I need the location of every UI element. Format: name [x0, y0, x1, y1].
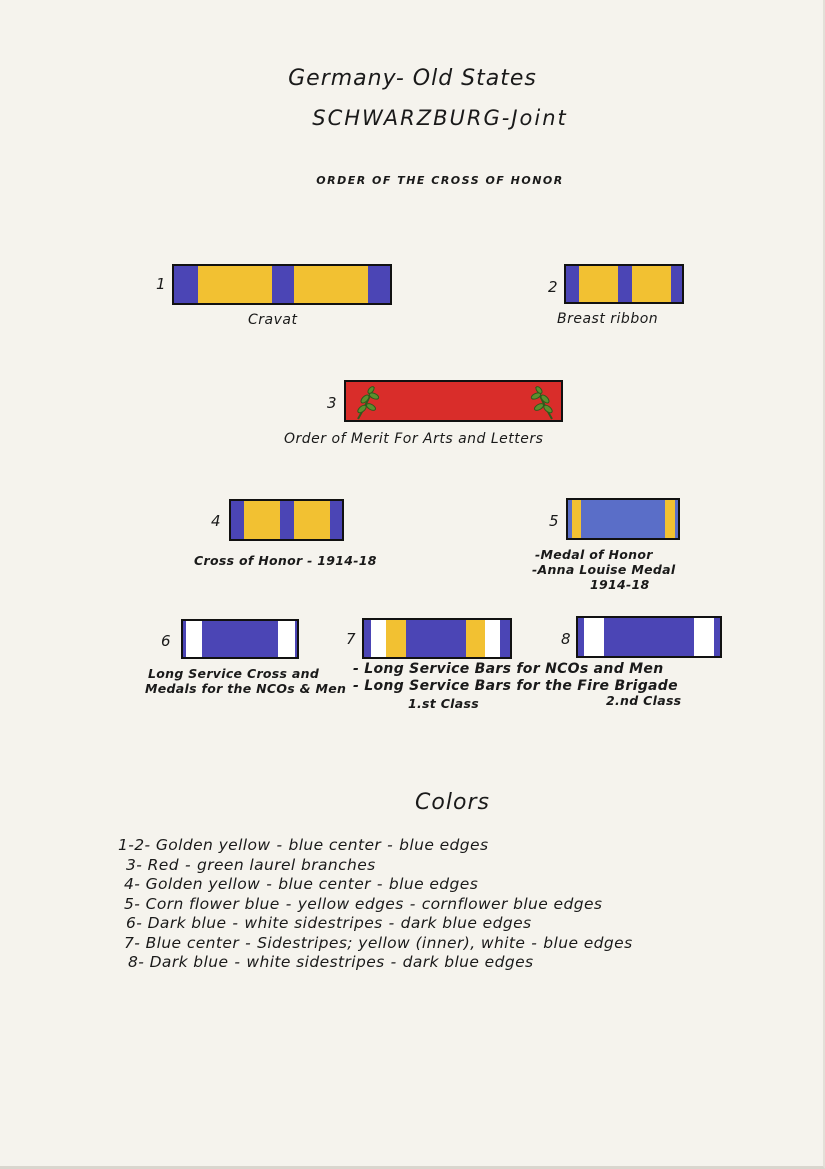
ribbon-7-caption-line1: - Long Service Bars for NCOs and Men [353, 661, 664, 677]
ribbon-stripe [295, 621, 297, 657]
legend-line: 8- Dark blue - white sidestripes - dark blue edges [128, 953, 534, 971]
ribbon-stripe [714, 618, 720, 656]
ribbon-3-merit [344, 380, 563, 422]
legend-color-part: Red [147, 855, 179, 874]
ribbon-stripe [694, 618, 714, 656]
ribbon-stripe [500, 620, 510, 657]
laurel-branch-icon [524, 385, 558, 421]
ribbon-6-caption-line1: Long Service Cross and [148, 666, 320, 681]
ribbon-stripe [294, 501, 330, 539]
legend-color-part: Dark blue [149, 953, 229, 971]
ribbon-4-cross-of-honor [229, 499, 344, 541]
order-name: ORDER OF THE CROSS OF HONOR [316, 174, 564, 187]
legend-color-part: cornflower blue edges [421, 894, 603, 913]
ribbon-stripe [294, 266, 368, 303]
ribbon-4-number: 4 [211, 512, 221, 530]
ribbon-stripe [566, 266, 579, 302]
legend-line: 4- Golden yellow - blue center - blue edges [124, 875, 479, 893]
legend-line: 6- Dark blue - white sidestripes - dark blue edges [126, 914, 532, 932]
ribbon-stripe [198, 266, 272, 303]
legend-line: 1-2- Golden yellow - blue center - blue edges [118, 836, 489, 854]
ribbon-6-long-service-cross [181, 619, 299, 659]
ribbon-2-number: 2 [548, 278, 558, 296]
legend-color-part: blue edges [388, 875, 479, 893]
legend-color-part: blue edges [399, 836, 489, 854]
ribbon-5-caption-line2: -Anna Louise Medal [532, 562, 676, 577]
legend-line: 5- Corn flower blue - yellow edges - cornflower blue edges [124, 894, 603, 913]
ribbon-3-number: 3 [327, 394, 337, 412]
legend-key: 3- [126, 855, 148, 874]
ribbon-stripe [244, 501, 280, 539]
legend-key: 8- [128, 953, 150, 971]
ribbon-stripe [579, 266, 618, 302]
ribbon-5-medal-of-honor [566, 498, 680, 540]
ribbon-stripe [604, 618, 694, 656]
ribbon-stripe [406, 620, 466, 657]
ribbon-stripe [665, 500, 675, 538]
ribbon-stripe [330, 501, 342, 539]
ribbon-stripe [671, 266, 684, 302]
ribbon-6-caption-line2: Medals for the NCOs & Men [145, 681, 347, 696]
ribbon-8-number: 8 [561, 630, 571, 648]
ribbon-5-caption-line3: 1914-18 [590, 577, 650, 592]
ribbon-5-caption-line1: -Medal of Honor [535, 547, 653, 562]
ribbon-stripe [466, 620, 485, 657]
legend-key: 7- [124, 933, 146, 952]
ribbon-1-caption: Cravat [248, 312, 298, 328]
ribbon-stripe [675, 500, 678, 538]
ribbon-5-number: 5 [549, 512, 559, 530]
legend-key: 1-2- [118, 836, 156, 854]
legend-color-part: Sidestripes; yellow (inner), white [257, 933, 526, 952]
ribbon-6-number: 6 [161, 632, 171, 650]
ribbon-stripe [371, 620, 386, 657]
ribbon-stripe [572, 500, 581, 538]
legend-key: 5- [124, 894, 146, 913]
ribbon-stripe [202, 621, 278, 657]
legend-color-part: Golden yellow [145, 875, 261, 893]
ribbon-1-cravat [172, 264, 392, 305]
ribbon-stripe [485, 620, 500, 657]
legend-color-part: white sidestripes [244, 914, 383, 932]
legend-color-part: dark blue edges [402, 953, 534, 971]
colors-heading: Colors [415, 790, 490, 815]
page-subtitle-country: SCHWARZBURG-Joint [312, 106, 568, 130]
page-title: Germany- Old States [288, 66, 537, 91]
ribbon-1-number: 1 [156, 275, 166, 293]
ribbon-stripe [386, 620, 406, 657]
laurel-branch-icon [352, 385, 386, 421]
ribbon-7-number: 7 [346, 630, 356, 648]
ribbon-stripe [368, 266, 392, 303]
legend-key: 4- [124, 875, 146, 893]
legend-line: 3- Red - green laurel branches [126, 855, 376, 874]
legend-color-part: Golden yellow [155, 836, 271, 854]
legend-key: 6- [126, 914, 148, 932]
ribbon-stripe [632, 266, 671, 302]
color-legend [118, 836, 633, 973]
legend-color-part: Dark blue [147, 914, 227, 932]
ribbon-stripe [581, 500, 665, 538]
ribbon-8-fire-brigade [576, 616, 722, 658]
ribbon-stripe [231, 501, 244, 539]
ribbon-7-long-service-bars [362, 618, 512, 659]
ribbon-stripe [280, 501, 294, 539]
ribbon-stripe [278, 621, 295, 657]
ribbon-stripe [186, 621, 202, 657]
ribbon-stripe [584, 618, 604, 656]
ribbon-stripe [174, 266, 198, 303]
legend-color-part: dark blue edges [400, 914, 532, 932]
legend-color-part: Corn flower blue [145, 894, 280, 913]
legend-color-part: blue edges [543, 933, 633, 952]
ribbon-2-breast [564, 264, 684, 304]
legend-color-part: blue center [288, 836, 382, 854]
legend-color-part: yellow edges [297, 894, 404, 913]
ribbon-2-caption: Breast ribbon [557, 311, 659, 327]
legend-color-part: blue center [278, 875, 371, 893]
ribbon-stripe [272, 266, 294, 303]
legend-color-part: green laurel branches [196, 855, 376, 874]
ribbon-7-caption-line2: - Long Service Bars for the Fire Brigade [353, 678, 678, 694]
ribbon-7-caption-class1: 1.st Class [408, 696, 479, 711]
ribbon-stripe [364, 620, 371, 657]
ribbon-4-caption: Cross of Honor - 1914-18 [194, 553, 377, 568]
legend-line: 7- Blue center - Sidestripes; yellow (inner), white - blue edges [124, 933, 633, 952]
legend-color-part: Blue center [145, 933, 240, 952]
ribbon-stripe [618, 266, 632, 302]
ribbon-7-caption-class2: 2.nd Class [606, 693, 682, 708]
legend-color-part: white sidestripes [246, 953, 385, 971]
ribbon-3-caption: Order of Merit For Arts and Letters [284, 431, 544, 447]
